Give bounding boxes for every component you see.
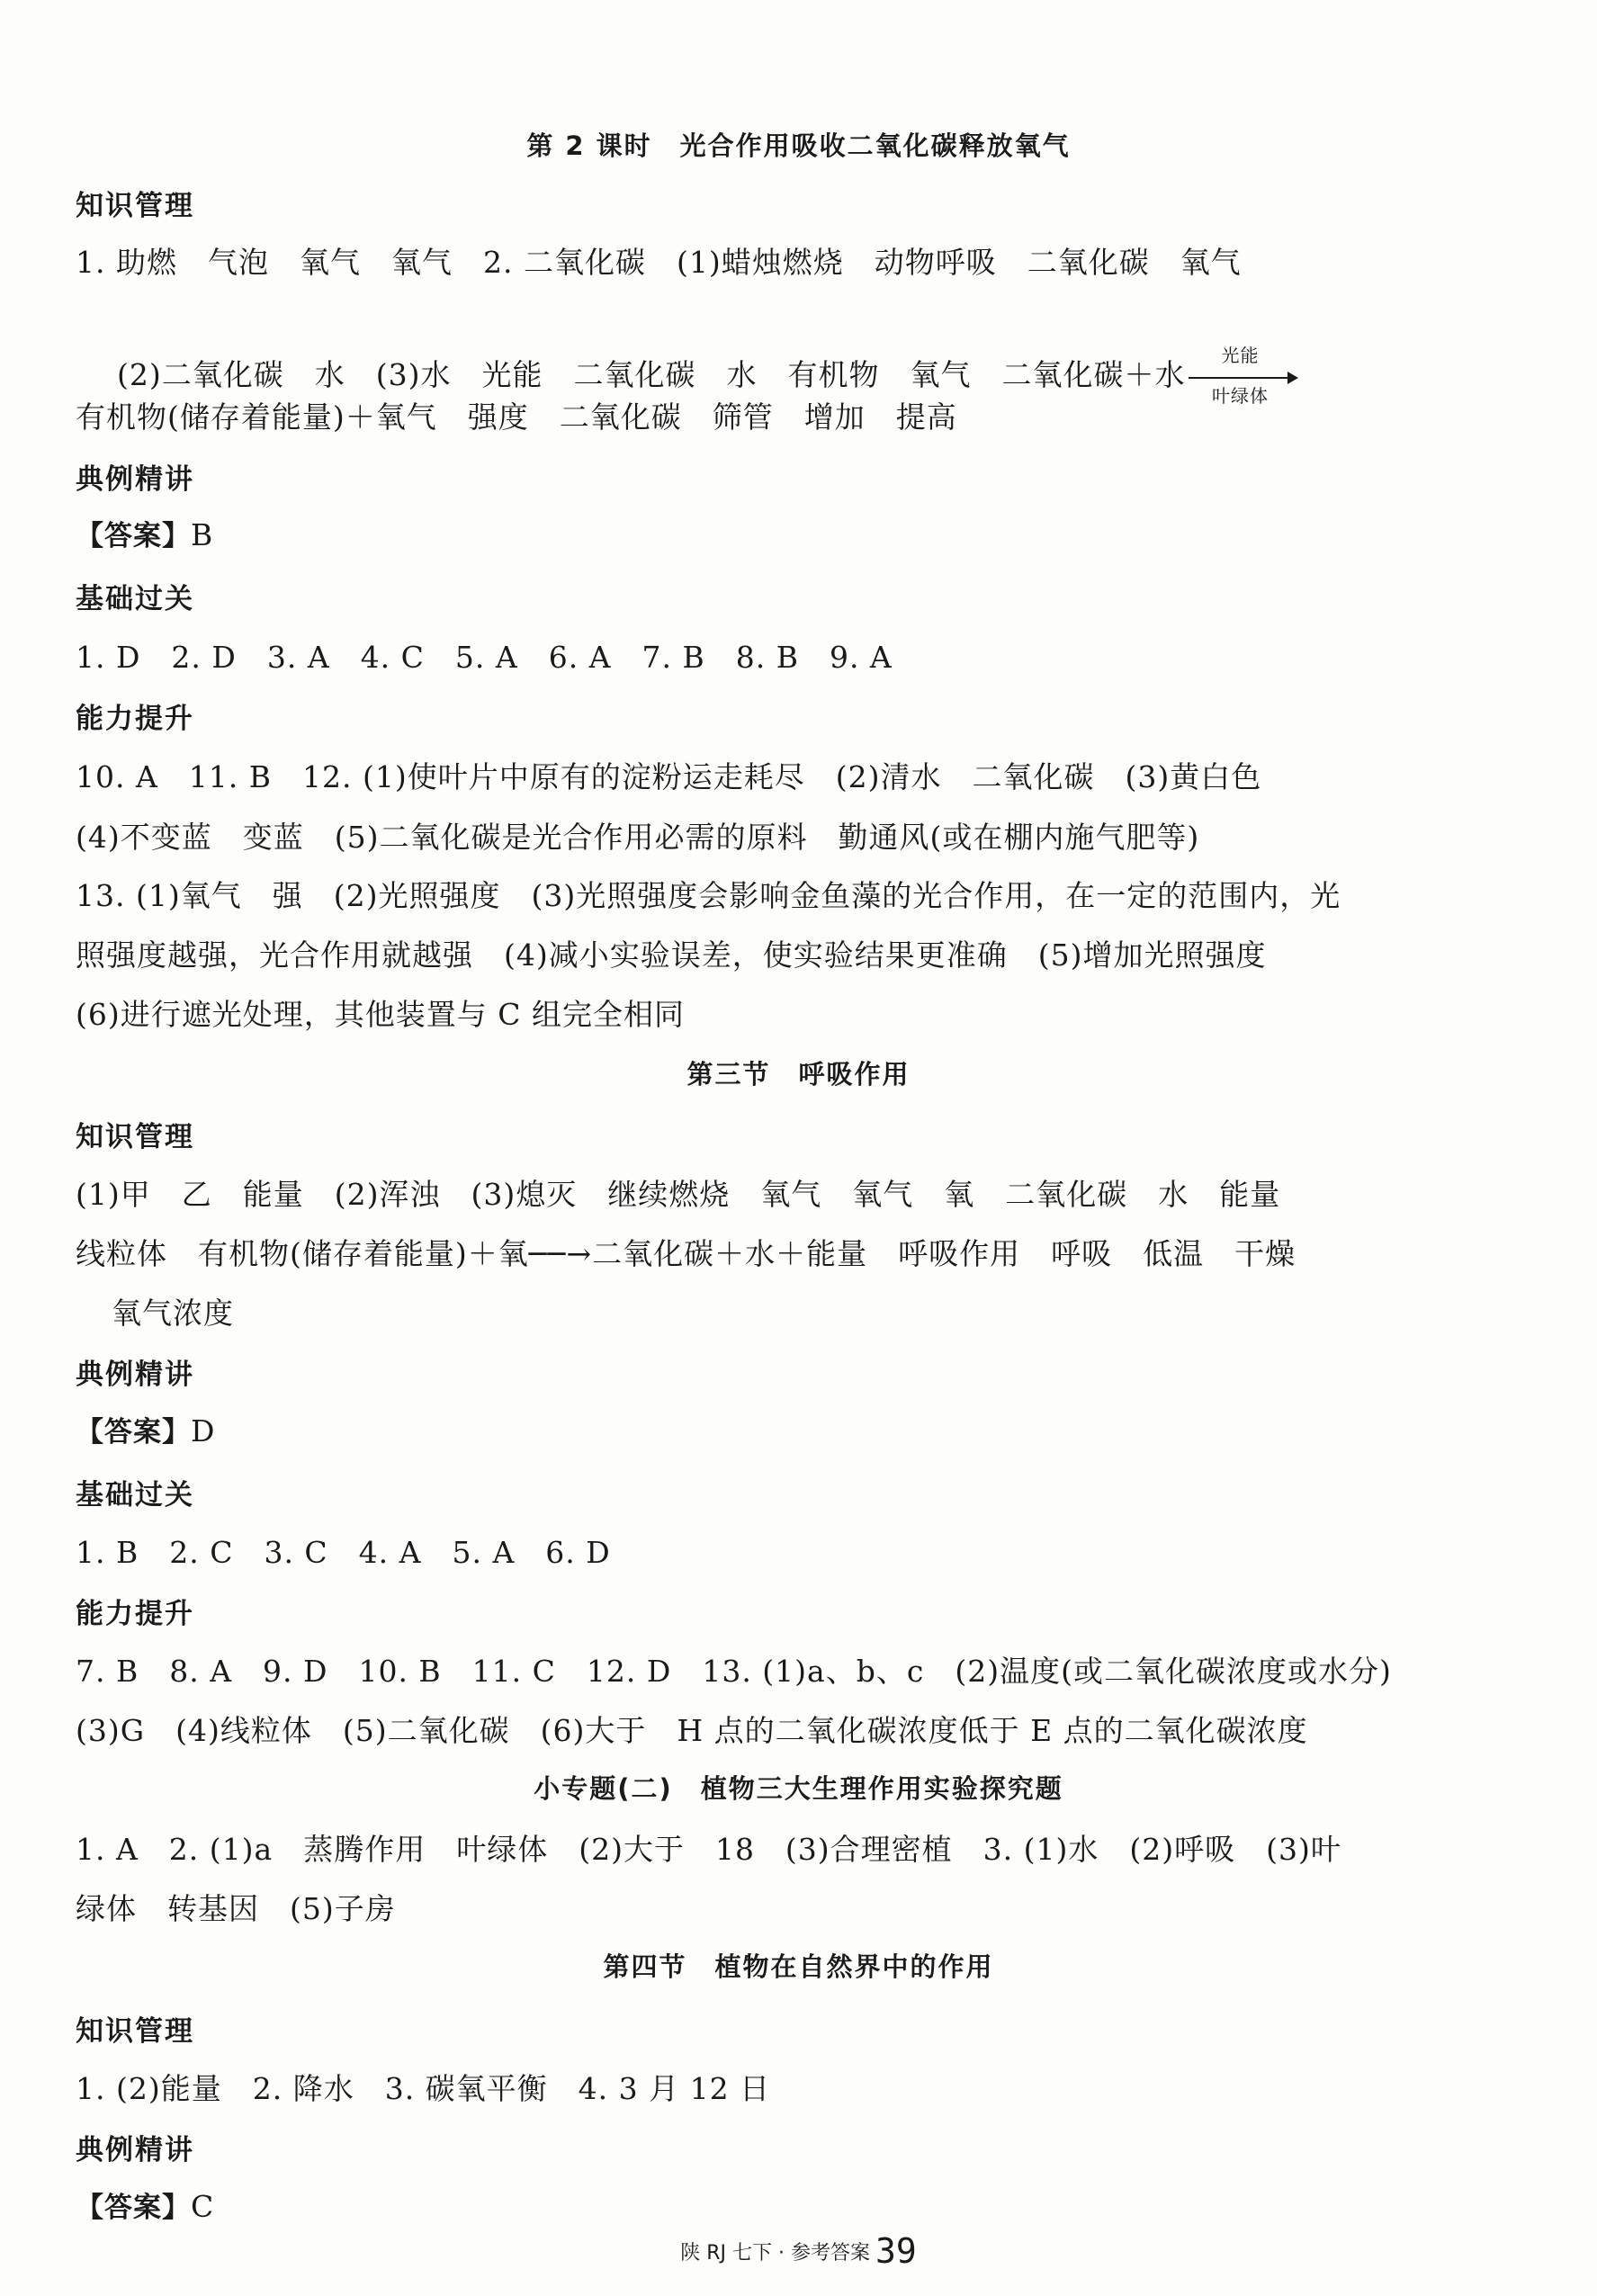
answer-line: 1. (2)能量 2. 降水 3. 碳氧平衡 4. 3 月 12 日 — [76, 2071, 771, 2106]
page-footer — [0, 2231, 1597, 2271]
section-heading-example: 典例精讲 — [76, 2134, 194, 2166]
section-heading-example: 典例精讲 — [76, 1359, 194, 1391]
answer-line: 13. (1)氧气 强 (2)光照强度 (3)光照强度会影响金鱼藻的光合作用，在一定的范围内，光 — [76, 878, 1341, 913]
answer-label: 【答案】 — [76, 1416, 191, 1448]
answer-line: 绿体 转基因 (5)子房 — [76, 1891, 396, 1926]
answer-value: D — [191, 1413, 216, 1448]
example-answer — [76, 1409, 215, 1449]
answer-line: 7. B 8. A 9. D 10. B 11. C 12. D 13. (1)a、b、c (2)温度(或二氧化碳浓度或水分) — [76, 1654, 1392, 1689]
section-heading-basic: 基础过关 — [76, 583, 194, 615]
arrow-condition-top: 光能 — [1221, 345, 1260, 366]
example-answer — [76, 513, 213, 553]
arrow-condition-bottom: 叶绿体 — [1211, 385, 1269, 407]
answer-line: (3)G (4)线粒体 (5)二氧化碳 (6)大于 H 点的二氧化碳浓度低于 E 点的二氧化碳浓度 — [76, 1713, 1308, 1748]
answer-line: 1. A 2. (1)a 蒸腾作用 叶绿体 (2)大于 18 (3)合理密植 3. (1)水 (2)呼吸 (3)叶 — [76, 1832, 1341, 1867]
section-heading-basic: 基础过关 — [76, 1479, 194, 1511]
answer-line: (1)甲 乙 能量 (2)浑浊 (3)熄灭 继续燃烧 氧气 氧气 氧 二氧化碳 水 能量 — [76, 1177, 1281, 1212]
answer-line: 有机物(储存着能量)＋氧气 强度 二氧化碳 筛管 增加 提高 — [76, 399, 957, 435]
example-answer — [76, 2184, 214, 2225]
topic-title-experiments: 小专题(二) 植物三大生理作用实验探究题 — [534, 1773, 1063, 1804]
footer-label: 陕 RJ 七下 · 参考答案 — [680, 2242, 870, 2265]
answer-line: (4)不变蓝 变蓝 (5)二氧化碳是光合作用必需的原料 勤通风(或在棚内施气肥等) — [76, 820, 1200, 855]
section-heading-ability: 能力提升 — [76, 703, 194, 735]
answer-line: 线粒体 有机物(储存着能量)＋氧──→二氧化碳＋水＋能量 呼吸作用 呼吸 低温 干燥 — [76, 1236, 1296, 1271]
section-heading-ability: 能力提升 — [76, 1598, 194, 1630]
answer-line: 照强度越强，光合作用就越强 (4)减小实验误差，使实验结果更准确 (5)增加光照强度 — [76, 937, 1267, 973]
answer-line: 氧气浓度 — [112, 1296, 234, 1331]
section-heading-knowledge: 知识管理 — [76, 1121, 194, 1153]
answer-line: 1. 助燃 气泡 氧气 氧气 2. 二氧化碳 (1)蜡烛燃烧 动物呼吸 二氧化碳 氧气 — [76, 245, 1242, 280]
answer-value: B — [191, 517, 214, 552]
reaction-arrow — [1187, 345, 1299, 407]
lesson-title-photosynthesis: 第 2 课时 光合作用吸收二氧化碳释放氧气 — [526, 130, 1071, 161]
answer-label: 【答案】 — [76, 520, 191, 552]
answer-label: 【答案】 — [76, 2192, 191, 2224]
answer-line: 10. A 11. B 12. (1)使叶片中原有的淀粉运走耗尽 (2)清水 二氧化碳 (3)黄白色 — [76, 759, 1262, 794]
answer-line: 1. B 2. C 3. C 4. A 5. A 6. D — [76, 1535, 611, 1570]
answer-value: C — [191, 2189, 215, 2224]
answer-line-text: (2)二氧化碳 水 (3)水 光能 二氧化碳 水 有机物 氧气 二氧化碳＋水 — [116, 357, 1186, 392]
page-number: 39 — [875, 2231, 917, 2271]
section-heading-example: 典例精讲 — [76, 463, 194, 496]
answer-line: (6)进行遮光处理，其他装置与 C 组完全相同 — [76, 997, 685, 1032]
lesson-title-respiration: 第三节 呼吸作用 — [686, 1059, 911, 1090]
answer-line: 1. D 2. D 3. A 4. C 5. A 6. A 7. B 8. B 9. A — [76, 640, 893, 675]
section-heading-knowledge: 知识管理 — [76, 190, 194, 222]
section-heading-knowledge: 知识管理 — [76, 2015, 194, 2048]
lesson-title-plants-in-nature: 第四节 植物在自然界中的作用 — [603, 1951, 994, 1982]
